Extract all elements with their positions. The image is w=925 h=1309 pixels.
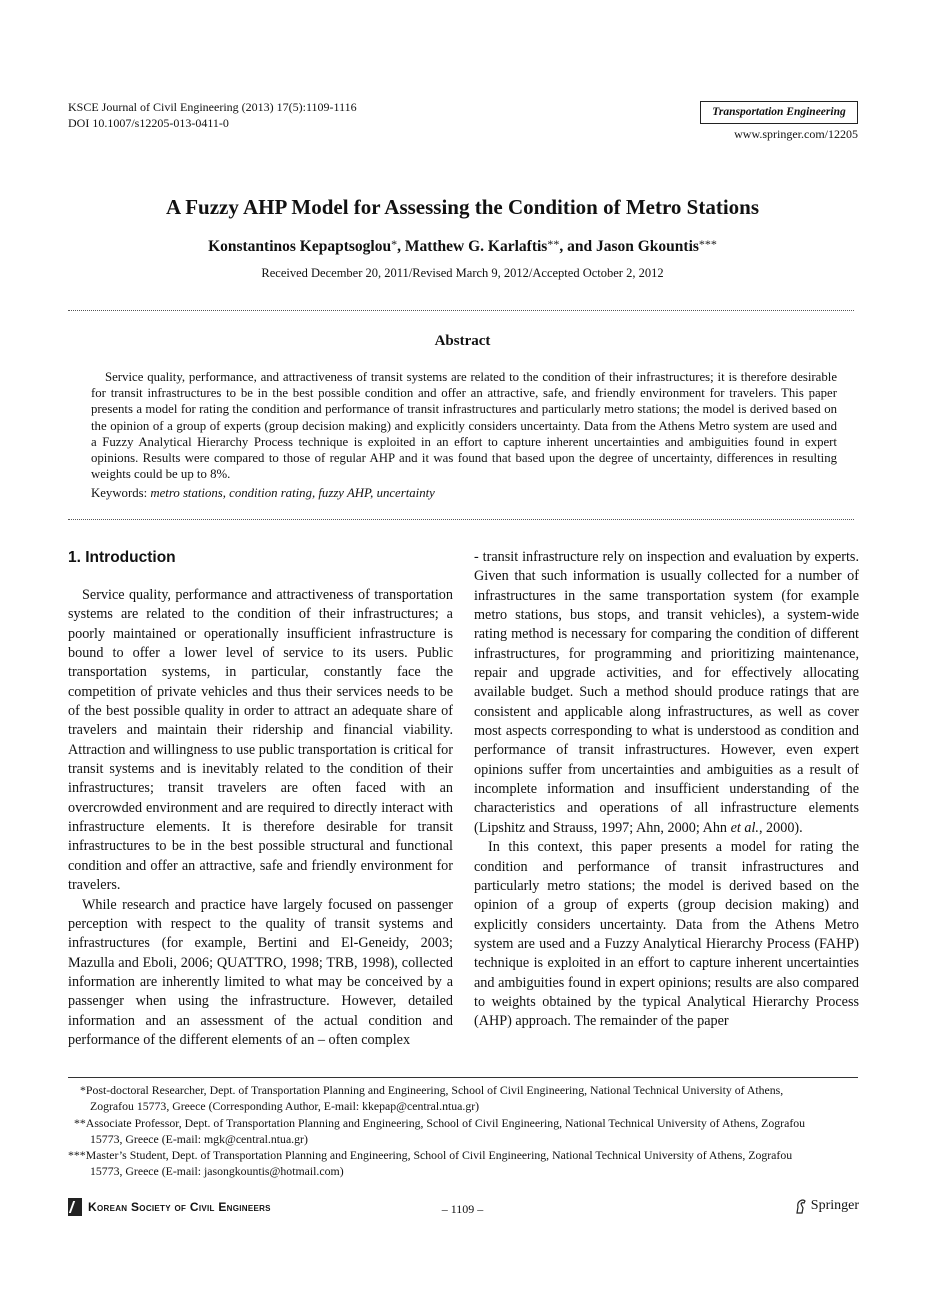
author-mark: *** — [698, 237, 717, 251]
keywords-list: metro stations, condition rating, fuzzy AHP, uncertainty — [150, 486, 435, 500]
paragraph — [474, 548, 859, 838]
journal-url[interactable]: www.springer.com/12205 — [734, 127, 858, 141]
footnote-text: Zografou 15773, Greece (Corresponding Author, E-mail: kkepap@central.ntua.gr) — [90, 1099, 480, 1114]
paragraph: In this context, this paper presents a model for rating the condition and performance of transit infrastructures and particularly metro stations; the model is derived based on the opinion of a group of experts (group decision making) and explicitly considers uncertainty. Data from the Athens Metro system are used and a Fuzzy Analytical Hierarchy Process (FAHP) technique is exploited in an effort to capture inherent uncertainties and ambiguities found in expert opinions; results are also compared to weights obtained by the typical Analytical Hierarchy Process (AHP) approach. The remainder of the paper — [474, 839, 859, 1030]
paragraph: While research and practice have largely focused on passenger perception with respect to the quality of transit systems and infrastructures (for example, Bertini and El-Geneidy, 2003; Mazulla and Eboli, 2006; QUATTRO, 1998; TRB, 1998), collected information are inherently limited to what may be conceived by a passenger when using the infrastructure. However, detailed information and an assessment of the actual condition and performance of the different elements of an – often complex — [68, 896, 453, 1048]
journal-citation: KSCE Journal of Civil Engineering (2013) 17(5):1109-1116 — [68, 100, 357, 114]
abstract-body — [91, 369, 837, 482]
footnote-rule — [68, 1077, 858, 1078]
received-dates: Received December 20, 2011/Revised March 9, 2012/Accepted October 2, 2012 — [261, 266, 664, 280]
footnote-mark: * — [80, 1083, 86, 1097]
keywords — [91, 486, 435, 501]
journal-header — [68, 99, 357, 131]
footnote-text: Associate Professor, Dept. of Transportation Planning and Engineering, School of Civil Engineering, National Technical University of Athens, Zografou — [85, 1116, 806, 1130]
publisher-logo — [795, 1198, 859, 1214]
footnote-text: 15773, Greece (E-mail: mgk@central.ntua.gr) — [90, 1132, 308, 1147]
footnote — [68, 1147, 858, 1180]
page-number: – 1109 – — [441, 1202, 484, 1216]
footnote-mark: ** — [74, 1116, 86, 1130]
society-name: Korean Society of Civil Engineers — [88, 1200, 271, 1214]
paragraph: Service quality, performance and attractiveness of transportation systems are related to the condition of their infrastructures; a poorly maintained or operationally insufficient infrastructure is bound to offer a lower level of service to its users. Public transportation systems, in particular, constantly face the competition of private vehicles and thus their services needs to be of the best possible quality in order to attract an adequate share of travelers and maintain their ridership and financial viability. Attraction and willingness to use public transportation is critical for transit systems and is inevitably related to the condition of their infrastructures; transit travelers are often faced with an overcrowded environment and are required to directly interact with infrastructure elements. It is therefore desirable for transit infrastructures to be in the best possible structural and functional condition and offer an attractive, safe and friendly environment for travelers. — [68, 587, 453, 894]
footnote-text: Post-doctoral Researcher, Dept. of Transportation Planning and Engineering, School of Civil Engineering, National Technical University of Athens, — [85, 1083, 784, 1097]
paper-title: A Fuzzy AHP Model for Assessing the Condition of Metro Stations — [165, 195, 760, 219]
footnote-mark: *** — [68, 1148, 86, 1162]
publisher-name: Springer — [810, 1198, 859, 1213]
footnote — [68, 1082, 858, 1115]
author-separator: , and — [559, 238, 596, 255]
paragraph-text: - transit infrastructure rely on inspection and evaluation by experts. Given that such information is usually collected for a number of infrastructures in the same transportation system (for example metro stations, bus stops, and transit vehicles), a system-wide rating method is necessary for comparing the condition of different infrastructures, for programming and prioritizing maintenance, repair and upgrade activities, and for effectively allocating available budget. Such a method should produce ratings that are consistent and applicable along infrastructures, as well as cover most aspects corresponding to what is understood as condition and performance of transit infrastructures. However, even expert opinions suffer from uncertainties and ambiguities as a result of incomplete information and insufficient understanding of the characteristics and operations of all infrastructure elements (Lipshitz and Strauss, 1997; Ahn, 2000; Ahn — [474, 549, 859, 836]
springer-horse-icon — [795, 1199, 807, 1214]
section-heading: 1. Introduction — [68, 549, 176, 566]
right-column — [474, 548, 859, 1032]
divider — [68, 310, 854, 311]
doi: DOI 10.1007/s12205-013-0411-0 — [68, 116, 229, 130]
left-column — [68, 548, 453, 1050]
author-name: Matthew G. Karlaftis — [404, 238, 548, 255]
et-al: et al. — [730, 819, 759, 836]
divider — [68, 519, 854, 520]
abstract-text: Service quality, performance, and attractiveness of transit systems are related to the condition of their infrastructures; it is therefore desirable for transit infrastructures to be in the best possible condition and offer an attractive, safe, and friendly environment for travelers. This paper presents a model for rating the condition and performance of transit infrastructures and particularly metro stations; the model is derived based on the opinion of a group of experts (group decision making) and explicitly considers uncertainty. Data from the Athens Metro system are used and a Fuzzy Analytical Hierarchy Process technique is exploited in an effort to capture inherent uncertainties and ambiguities found in expert opinions. Results were compared to those of regular AHP and it was found that based upon the degree of uncertainty, differences in resulting weights could be up to 8%. — [91, 370, 837, 482]
footnote-text: 15773, Greece (E-mail: jasongkountis@hotmail.com) — [90, 1164, 344, 1179]
author-mark: ** — [547, 237, 560, 251]
author-mark: * — [391, 237, 398, 251]
section-badge: Transportation Engineering — [700, 101, 858, 124]
keywords-label: Keywords: — [91, 486, 148, 500]
author-list — [0, 237, 925, 256]
abstract-heading: Abstract — [434, 333, 491, 349]
author-separator: , — [397, 238, 405, 255]
author-name: Jason Gkountis — [595, 238, 699, 255]
footnote — [68, 1115, 858, 1148]
footnote-text: Master’s Student, Dept. of Transportation Planning and Engineering, School of Civil Engineering, National Technical University of Athens, Zografou — [85, 1148, 793, 1162]
author-name: Konstantinos Kepaptsoglou — [208, 238, 392, 255]
paragraph-text: , 2000). — [758, 819, 803, 836]
